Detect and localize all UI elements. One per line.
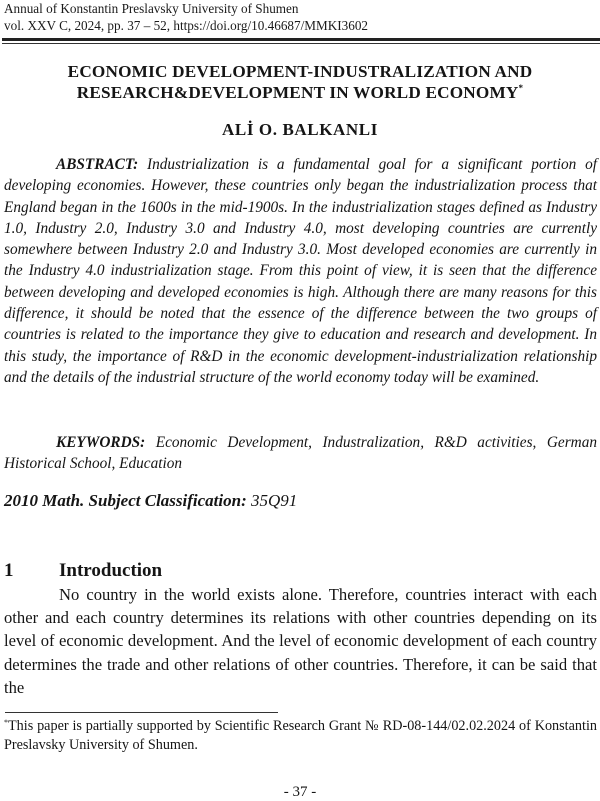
paper-title xyxy=(0,61,600,103)
footnote-text: This paper is partially supported by Scientific Research Grant № RD-08-144/02.02.2024 of Konstantin Preslavsky University of Shumen. xyxy=(4,718,597,753)
header-rule-thick xyxy=(2,38,600,41)
title-line-1: ECONOMIC DEVELOPMENT-INDUSTRALIZATION AND xyxy=(67,62,533,81)
title-footnote-marker: * xyxy=(518,83,524,93)
abstract xyxy=(4,154,597,388)
msc-label: 2010 Math. Subject Classification: xyxy=(4,491,247,510)
abstract-label: ABSTRACT: xyxy=(56,156,139,173)
msc-value: 35Q91 xyxy=(246,491,298,510)
running-header xyxy=(4,0,598,34)
keywords-label: KEYWORDS: xyxy=(56,434,146,451)
page-number: - 37 - xyxy=(283,784,317,800)
intro-paragraph: No country in the world exists alone. Therefore, countries interact with each other and each country determines its relations with other countries depending on its level of economic development. And the level of economic development of each country determines the trade and other relations of other countries. Therefore, it can be said that the xyxy=(4,585,597,697)
journal-name: Annual of Konstantin Preslavsky University of Shumen xyxy=(4,1,299,16)
author-name: ALİ O. BALKANLI xyxy=(222,120,378,139)
title-line-2 xyxy=(0,82,600,103)
footnote-rule xyxy=(5,712,278,713)
keywords-text: Economic Development, Industralization, R&D activities, German Historical School, Education xyxy=(4,434,597,473)
section-number: 1 xyxy=(4,560,14,581)
title-line-2-text: RESEARCH&DEVELOPMENT IN WORLD ECONOMY xyxy=(76,83,519,102)
footnote xyxy=(4,717,597,755)
header-rule-thin xyxy=(2,43,600,44)
citation-doi: vol. XXV C, 2024, pp. 37 – 52, https://doi.org/10.46687/MMKI3602 xyxy=(4,18,369,33)
math-subject-classification xyxy=(4,490,597,511)
footnote-marker: * xyxy=(4,718,8,727)
section-heading xyxy=(4,560,597,582)
keywords xyxy=(4,432,597,475)
abstract-text: Industrialization is a fundamental goal for a significant portion of developing economies. However, these countries only began the industrialization process that England began in the 1600s in the mid-1900s. In the industrialization stages defined as Industry 1.0, Industry 2.0, Industry 3.0 and Industry 4.0, most developing countries are currently somewhere between Industry 2.0 and Industry 3.0. Most developed economies are currently in the Industry 4.0 industrialization stage. From this point of view, it is seen that the difference between developing and developed economies is high. Although there are many reasons for this difference, it should be noted that the essence of the difference between the two groups of countries is related to the importance they give to education and research and development. In this study, the importance of R&D in the economic development-industrialization relationship and the details of the industrial structure of the world economy today will be examined. xyxy=(4,156,597,386)
section-title: Introduction xyxy=(59,560,163,581)
